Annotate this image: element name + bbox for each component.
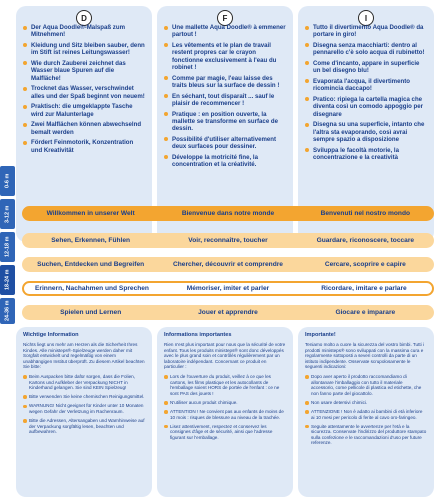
stage-fr: Jouer et apprendre xyxy=(198,309,258,316)
feature-item: Comme par magie, l'eau laisse des traits bleus sur la surface de dessin ! xyxy=(164,75,286,90)
feature-item: Disegna su una superficie, intanto che l'altra sta evaporando, così avrai sempre spazio a disposizione xyxy=(305,121,427,143)
feature-item: Pratique : en position ouverte, la mallette se transforme en surface de dessin. xyxy=(164,111,286,133)
warning-item: ATTENZIONE ! Non è adatto ai bambini di età inferiore ai 10 mesi per pericolo di ferite al cavo oro-faringeo. xyxy=(305,409,427,420)
feature-item: Développe la motricité fine, la concentration et la créativité. xyxy=(164,154,286,169)
info-column-french xyxy=(157,327,293,497)
language-badge-de: D xyxy=(76,10,92,26)
feature-item: Der Aqua Doodle®-Malspaß zum Mitnehmen! xyxy=(23,24,145,39)
warning-item: Lisez attentivement, respectez et conservez les consignes d'âge et de sécurité, ainsi que l'adresse figurant sur l'emballage. xyxy=(164,424,286,441)
feature-item: Disegna senza macchiarti: dentro al pennarello c'è solo acqua di rubinetto! xyxy=(305,42,427,57)
feature-item: Possibilité d'utiliser alternativement deux surfaces pour dessiner. xyxy=(164,136,286,151)
warning-item: WARNUNG! Nicht geeignet für Kinder unter 10 Monaten wegen Gefahr der Verletzung im Rachenraum. xyxy=(23,403,145,414)
feature-item: Praktisch: die umgeklappte Tasche wird zur Malunterlage xyxy=(23,103,145,118)
info-title: Wichtige Information xyxy=(23,332,79,338)
language-badge-fr: F xyxy=(217,10,233,26)
stage-de: Suchen, Entdecken und Begreifen xyxy=(37,261,145,268)
age-label-24-36: 24-36 m xyxy=(0,298,15,324)
warning-list-de xyxy=(23,374,145,435)
info-text: Rien n'est plus important pour nous que la sécurité de votre enfant. Tous les produits ministeps® sont donc développés avec le plus grand soin et contrôlés régulièrement par un laboratoire indépendant. Concernant ce produit en particulier : xyxy=(164,342,286,370)
info-title: Informations importantes xyxy=(164,332,232,338)
stage-it: Benvenuti nel nostro mondo xyxy=(320,210,411,217)
feature-item: Fördert Feinmotorik, Konzentration und Kreativität xyxy=(23,139,145,154)
feature-item: En séchant, tout disparaît ... sauf le plaisir de recommencer ! xyxy=(164,93,286,108)
stage-fr: Chercher, découvrir et comprendre xyxy=(173,261,283,268)
info-column-german xyxy=(16,327,152,497)
feature-item: Kleidung und Sitz bleiben sauber, denn im Stift ist reines Leitungswasser! xyxy=(23,42,145,57)
feature-list-it xyxy=(305,24,427,161)
stage-de: Sehen, Erkennen, Fühlen xyxy=(51,237,131,244)
warning-item: N'utiliser aucun produit chimique. xyxy=(164,400,286,406)
stage-band-welcome xyxy=(22,206,434,221)
feature-item: Zwei Malflächen können abwechselnd bemalt werden xyxy=(23,121,145,136)
stage-band-see xyxy=(22,233,434,248)
feature-item: Evaporata l'acqua, il divertimento ricomincia daccapo! xyxy=(305,78,427,93)
stage-de: Spielen und Lernen xyxy=(60,309,122,316)
feature-item: Sviluppa le facoltà motorie, la concentrazione e la creatività xyxy=(305,147,427,162)
stage-fr: Mémoriser, imiter et parler xyxy=(186,285,270,292)
feature-item: Pratico: ripiega la cartella magica che diventa così un comodo appoggio per disegnare xyxy=(305,96,427,118)
stage-fr: Bienvenue dans notre monde xyxy=(181,210,275,217)
warning-item: ATTENTION ! Ne convient pas aux enfants de moins de 10 mois : risques de blessure au niveau de la trachée. xyxy=(164,409,286,420)
stage-it: Cercare, scoprire e capire xyxy=(324,261,406,268)
age-label-12-18: 12-18 m xyxy=(0,232,15,262)
stage-it: Ricordare, imitare e parlare xyxy=(321,285,407,292)
feature-item: Come d'incanto, appare in superficie un bel disegno blu! xyxy=(305,60,427,75)
age-label-3-12: 3-12 m xyxy=(0,199,15,229)
info-column-italian xyxy=(298,327,434,497)
language-badge-it: I xyxy=(358,10,374,26)
warning-item: Dopo aver aperto il prodotto raccomandiamo di allontanare l'imballaggio con tutto il materiale accessorio, come pellicole di plastica ed etichette, che non fanno parte del giocattolo. xyxy=(305,374,427,396)
feature-list-fr xyxy=(164,24,286,168)
feature-item: Trocknet das Wasser, verschwindet alles und der Spaß beginnt von neuem! xyxy=(23,85,145,100)
info-title: Importante! xyxy=(305,332,336,338)
feature-item: Wie durch Zauberei zeichnet das Wasser blaue Spuren auf die Malfläche! xyxy=(23,60,145,82)
info-text: Teniamo molto a cuore la sicurezza del vostro bimbi. Tutti i prodotti ministeps® sono sviluppati con la massima cura e regolarmente sottoposti a severi controlli da parte di un istituto indipendente. Osservate scrupolosamente le seguenti indicazioni: xyxy=(305,342,424,370)
feature-list-de xyxy=(23,24,145,154)
warning-item: Beim Auspacken bitte dafür sorgen, dass die Folien, Kartons und Aufkleber der Verpackung NICHT in Kinderhand gelangen. Sie sind KEIN Spielzeug! xyxy=(23,374,145,391)
warning-item: Seguite attentamente le avvertenze per l'età e la sicurezza. Conservate l'indirizzo del produttore stampato sulla confezione e le raccomandazioni d'uso per future referenze. xyxy=(305,424,427,446)
warning-list-it xyxy=(305,374,427,446)
stage-it: Guardare, riconoscere, toccare xyxy=(316,237,415,244)
warning-item: Lors de l'ouverture du produit, veillez à ce que les cartons, les films plastique et les autocollants de l'emballage soient HORS de portée de l'enfant : ce ne sont PAS des jouets ! xyxy=(164,374,286,396)
stage-band-search xyxy=(22,257,434,272)
stage-band-play xyxy=(22,305,434,320)
warning-item: Bitte verwenden Sie keine chemischen Reinigungsmittel. xyxy=(23,394,145,400)
stage-fr: Voir, reconnaître, toucher xyxy=(188,237,268,244)
feature-item: Tutto il divertimento Aqua Doodle® da portare in giro! xyxy=(305,24,427,39)
feature-item: Une mallette Aqua Doodle® à emmener partout ! xyxy=(164,24,286,39)
age-label-0-6: 0-6 m xyxy=(0,166,15,196)
warning-list-fr xyxy=(164,374,286,440)
warning-item: Bitte die Adressen, Altersangaben und Warnhinweise auf der Verpackung sorgfältig lesen, beachten und aufbewahren. xyxy=(23,418,145,435)
stage-de: Erinnern, Nachahmen und Sprechen xyxy=(35,285,149,292)
stage-de: Willkommen in unserer Welt xyxy=(46,210,135,217)
info-text: Nichts liegt uns mehr am Herzen als die Sicherheit Ihres Kindes. Alle ministeps®-Spielzeuge werden daher mit Sorgfalt entwickelt und regelmäßig von einem unabhängigen Institut überprüft. Zu diesem Artikel beachten Sie bitte: xyxy=(23,342,145,370)
age-label-18-24: 18-24 m xyxy=(0,265,15,295)
feature-item: Les vêtements et le plan de travail restent propres car le crayon fonctionne exclusivement à l'eau du robinet ! xyxy=(164,42,286,71)
stage-band-remember xyxy=(22,281,434,296)
stage-it: Giocare e imparare xyxy=(335,309,396,316)
warning-item: Non usare detersivi chimici. xyxy=(305,400,427,406)
